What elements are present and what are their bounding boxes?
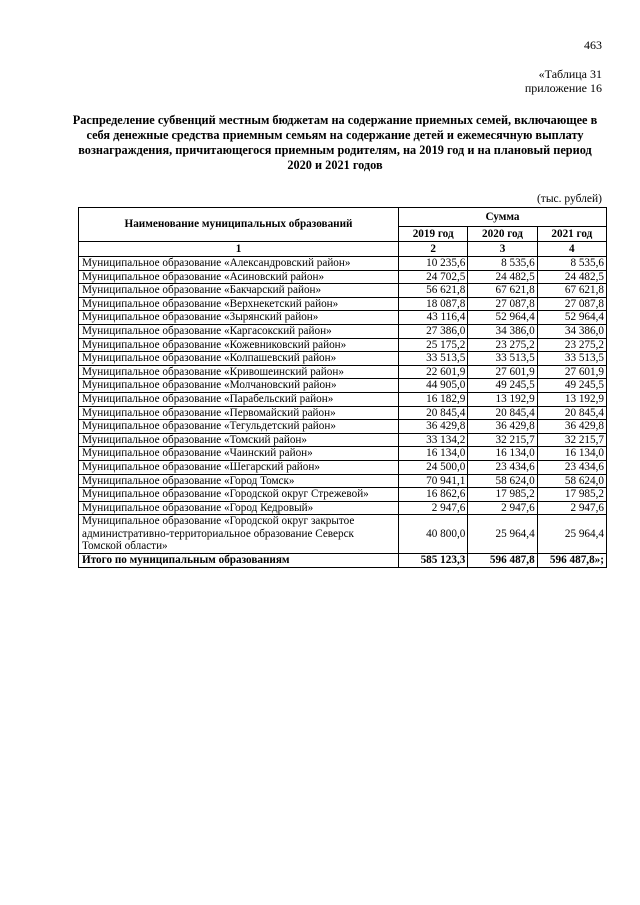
municipality-name: Муниципальное образование «Шегарский район» — [79, 460, 399, 474]
value-2021: 32 215,7 — [537, 433, 606, 447]
municipality-name: Муниципальное образование «Томский район» — [79, 433, 399, 447]
value-2021: 36 429,8 — [537, 420, 606, 434]
table-row — [79, 460, 607, 474]
value-2021: 34 386,0 — [537, 324, 606, 338]
table-row — [79, 297, 607, 311]
value-2019: 27 386,0 — [399, 324, 468, 338]
value-2019: 25 175,2 — [399, 338, 468, 352]
header-year-2021: 2021 год — [537, 227, 606, 242]
table-row — [79, 324, 607, 338]
value-2020: 67 621,8 — [468, 284, 537, 298]
municipality-name: Муниципальное образование «Верхнекетский район» — [79, 297, 399, 311]
document-title: Распределение субвенций местным бюджетам на содержание приемных семей, включающее в себя денежные средства приемным семьям на содержание детей и ежемесячную выплату вознаграждения, причитающегося приемным родителям, на 2019 год и на плановый период 2020 и 2021 годов — [72, 113, 598, 172]
value-2019: 24 500,0 — [399, 460, 468, 474]
value-2019: 33 513,5 — [399, 352, 468, 366]
value-2020: 17 985,2 — [468, 488, 537, 502]
table-row — [79, 311, 607, 325]
table-row — [79, 501, 607, 515]
value-2020: 13 192,9 — [468, 392, 537, 406]
value-2020: 27 087,8 — [468, 297, 537, 311]
value-2020: 20 845,4 — [468, 406, 537, 420]
value-2020: 23 434,6 — [468, 460, 537, 474]
table-row — [79, 488, 607, 502]
table-row — [79, 270, 607, 284]
municipality-name: Муниципальное образование «Чаинский район» — [79, 447, 399, 461]
value-2020: 596 487,8 — [468, 554, 537, 568]
value-2019: 2 947,6 — [399, 501, 468, 515]
value-2020: 16 134,0 — [468, 447, 537, 461]
table-row — [79, 257, 607, 271]
value-2021: 596 487,8»; — [537, 554, 606, 568]
municipality-name: Муниципальное образование «Зырянский район» — [79, 311, 399, 325]
value-2019: 585 123,3 — [399, 554, 468, 568]
municipality-name: Муниципальное образование «Парабельский район» — [79, 392, 399, 406]
value-2019: 10 235,6 — [399, 257, 468, 271]
page-number: 463 — [584, 38, 602, 52]
value-2021: 49 245,5 — [537, 379, 606, 393]
total-row — [79, 554, 607, 568]
value-2019: 16 134,0 — [399, 447, 468, 461]
header-sum: Сумма — [399, 208, 607, 227]
value-2021: 33 513,5 — [537, 352, 606, 366]
value-2019: 44 905,0 — [399, 379, 468, 393]
value-2020: 23 275,2 — [468, 338, 537, 352]
value-2021: 16 134,0 — [537, 447, 606, 461]
value-2021: 27 601,9 — [537, 365, 606, 379]
value-2020: 27 601,9 — [468, 365, 537, 379]
value-2021: 20 845,4 — [537, 406, 606, 420]
table-ref-line2: приложение 16 — [524, 81, 602, 95]
value-2019: 43 116,4 — [399, 311, 468, 325]
value-2019: 18 087,8 — [399, 297, 468, 311]
municipality-name: Муниципальное образование «Бакчарский район» — [79, 284, 399, 298]
municipality-name: Муниципальное образование «Город Кедровый» — [79, 501, 399, 515]
municipality-name: Муниципальное образование «Первомайский район» — [79, 406, 399, 420]
value-2021: 8 535,6 — [537, 257, 606, 271]
municipality-name: Муниципальное образование «Молчановский район» — [79, 379, 399, 393]
column-number-2: 2 — [399, 242, 468, 257]
value-2021: 24 482,5 — [537, 270, 606, 284]
value-2020: 8 535,6 — [468, 257, 537, 271]
value-2020: 25 964,4 — [468, 515, 537, 554]
value-2021: 17 985,2 — [537, 488, 606, 502]
value-2021: 27 087,8 — [537, 297, 606, 311]
value-2021: 2 947,6 — [537, 501, 606, 515]
value-2021: 25 964,4 — [537, 515, 606, 554]
column-number-3: 3 — [468, 242, 537, 257]
table-row — [79, 433, 607, 447]
header-year-2019: 2019 год — [399, 227, 468, 242]
value-2019: 20 845,4 — [399, 406, 468, 420]
header-year-2020: 2020 год — [468, 227, 537, 242]
value-2019: 24 702,5 — [399, 270, 468, 284]
municipality-name: Муниципальное образование «Асиновский район» — [79, 270, 399, 284]
municipality-name: Итого по муниципальным образованиям — [79, 554, 399, 568]
value-2020: 36 429,8 — [468, 420, 537, 434]
municipality-name: Муниципальное образование «Каргасокский район» — [79, 324, 399, 338]
table-row — [79, 365, 607, 379]
value-2020: 52 964,4 — [468, 311, 537, 325]
table-row — [79, 420, 607, 434]
value-2020: 49 245,5 — [468, 379, 537, 393]
municipality-name: Муниципальное образование «Городской округ Стрежевой» — [79, 488, 399, 502]
value-2021: 52 964,4 — [537, 311, 606, 325]
value-2019: 22 601,9 — [399, 365, 468, 379]
table-row — [79, 515, 607, 554]
value-2019: 33 134,2 — [399, 433, 468, 447]
column-number-1: 1 — [79, 242, 399, 257]
value-2019: 16 182,9 — [399, 392, 468, 406]
value-2019: 36 429,8 — [399, 420, 468, 434]
table-row — [79, 284, 607, 298]
value-2019: 40 800,0 — [399, 515, 468, 554]
table-body — [79, 257, 607, 568]
table-row — [79, 379, 607, 393]
value-2021: 67 621,8 — [537, 284, 606, 298]
table-row — [79, 447, 607, 461]
municipality-name: Муниципальное образование «Город Томск» — [79, 474, 399, 488]
table-row — [79, 338, 607, 352]
table-reference — [525, 67, 602, 95]
table-row — [79, 406, 607, 420]
value-2020: 2 947,6 — [468, 501, 537, 515]
value-2020: 34 386,0 — [468, 324, 537, 338]
subvention-table — [78, 207, 607, 568]
value-2021: 23 275,2 — [537, 338, 606, 352]
value-2020: 24 482,5 — [468, 270, 537, 284]
header-name: Наименование муниципальных образований — [79, 208, 399, 242]
table-row — [79, 352, 607, 366]
municipality-name: Муниципальное образование «Колпашевский район» — [79, 352, 399, 366]
column-number-4: 4 — [537, 242, 606, 257]
value-2021: 23 434,6 — [537, 460, 606, 474]
municipality-name: Муниципальное образование «Городской округ закрытое административно-территориальное образование Северск Томской области» — [79, 515, 399, 554]
value-2021: 58 624,0 — [537, 474, 606, 488]
value-2020: 33 513,5 — [468, 352, 537, 366]
table-row — [79, 392, 607, 406]
municipality-name: Муниципальное образование «Кривошеинский район» — [79, 365, 399, 379]
value-2021: 13 192,9 — [537, 392, 606, 406]
municipality-name: Муниципальное образование «Тегульдетский район» — [79, 420, 399, 434]
table-row — [79, 474, 607, 488]
table-ref-line1: «Таблица 31 — [538, 67, 602, 81]
municipality-name: Муниципальное образование «Александровский район» — [79, 257, 399, 271]
value-2020: 32 215,7 — [468, 433, 537, 447]
value-2019: 70 941,1 — [399, 474, 468, 488]
value-2019: 56 621,8 — [399, 284, 468, 298]
value-2020: 58 624,0 — [468, 474, 537, 488]
value-2019: 16 862,6 — [399, 488, 468, 502]
municipality-name: Муниципальное образование «Кожевниковский район» — [79, 338, 399, 352]
units-label: (тыс. рублей) — [536, 193, 602, 205]
